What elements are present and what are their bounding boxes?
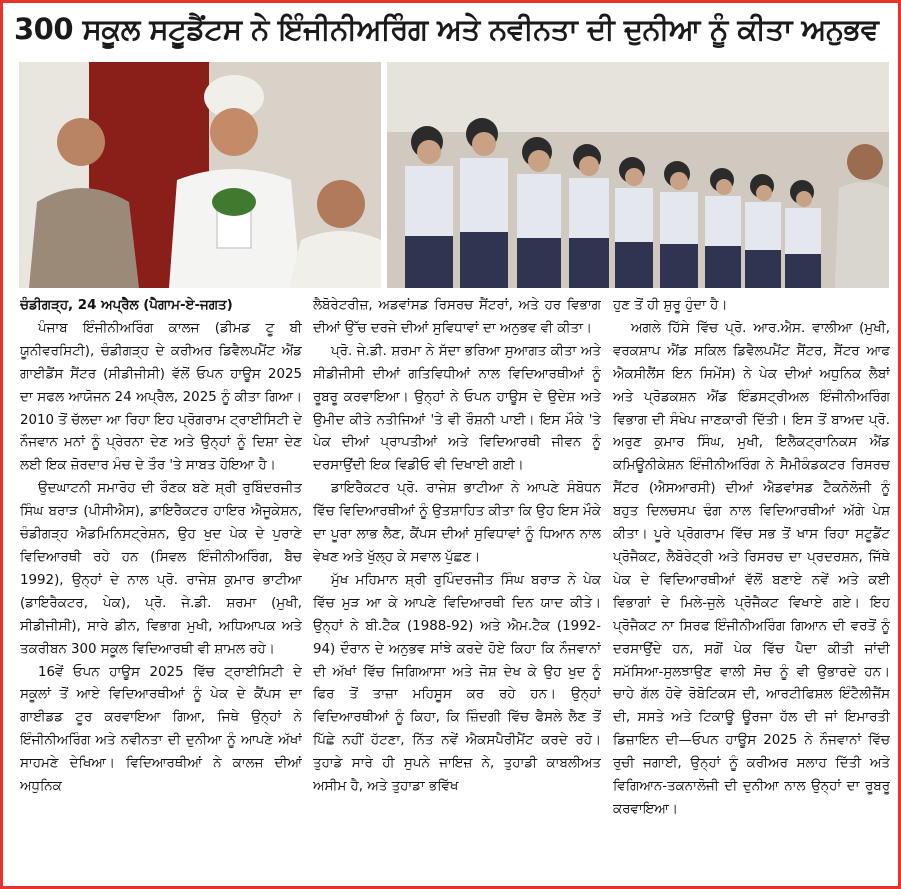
paragraph: ਹੁਣ ਤੋਂ ਹੀ ਸ਼ੁਰੂ ਹੁੰਦਾ ਹੈ। <box>613 298 728 313</box>
paragraph: ਡਾਇਰੈਕਟਰ ਪ੍ਰੋ. ਰਾਜੇਸ਼ ਭਾਟੀਆ ਨੇ ਆਪਣੇ ਸੰਬੋਧਨ ਵਿੱਚ ਵਿਦਿਆਰਥੀਆਂ ਨੂੰ ਉਤਸ਼ਾਹਿਤ ਕੀਤਾ ਕਿ ਉਹ ਇਸ ਮੌਕੇ ਦਾ ਪੂਰਾ ਲਾਭ ਲੈਣ, ਕੈਂਪਸ ਦੀਆਂ ਸੁਵਿਧਾਵਾਂ ਨੂੰ ਧਿਆਨ ਨਾਲ ਵੇਖਣ ਅਤੇ ਖੁੱਲ੍ਹ ਕੇ ਸਵਾਲ ਪੁੱਛਣ। <box>313 481 601 565</box>
article-column-3 <box>613 295 890 879</box>
article-column-2 <box>313 295 601 879</box>
paragraph: ਉਦਘਾਟਨੀ ਸਮਾਰੋਹ ਦੀ ਰੌਣਕ ਬਣੇ ਸ਼੍ਰੀ ਰੁਬਿੰਦਰਜੀਤ ਸਿੰਘ ਬਰਾੜ (ਪੀਸੀਐਸ), ਡਾਇਰੈਕਟਰ ਹਾਇਰ ਐਜੂਕੇਸ਼ਨ, ਚੰਡੀਗੜ੍ਹ ਐਡਮਿਨਿਸਟ੍ਰੇਸ਼ਨ, ਉਹ ਖੁਦ ਪੇਕ ਦੇ ਪੁਰਾਣੇ ਵਿਦਿਆਰਥੀ ਰਹੇ ਹਨ (ਸਿਵਲ ਇੰਜੀਨੀਅਰਿੰਗ, ਬੈਚ 1992), ਉਨ੍ਹਾਂ ਦੇ ਨਾਲ ਪ੍ਰੋ. ਰਾਜੇਸ਼ ਕੁਮਾਰ ਭਾਟੀਆ (ਡਾਇਰੈਕਟਰ, ਪੇਕ), ਪ੍ਰੋ. ਜੇ.ਡੀ. ਸ਼ਰਮਾ (ਮੁਖੀ, ਸੀਡੀਜੀਸੀ), ਸਾਰੇ ਡੀਨ, ਵਿਭਾਗ ਮੁਖੀ, ਅਧਿਆਪਕ ਅਤੇ ਤਕਰੀਬਨ 300 ਸਕੂਲ ਵਿਦਿਆਰਥੀ ਵੀ ਸ਼ਾਮਲ ਰਹੇ। <box>20 481 302 657</box>
dateline: ਚੰਡੀਗੜ੍ਹ, 24 ਅਪ੍ਰੈਲ (ਪੈਗਾਮ-ਏ-ਜਗਤ) <box>20 298 233 313</box>
photo-icon <box>387 62 889 288</box>
paragraph: ਲੈਬੋਰੇਟਰੀਜ਼, ਅਡਵਾਂਸਡ ਰਿਸਰਚ ਸੈਂਟਰਾਂ, ਅਤੇ ਹਰ ਵਿਭਾਗ ਦੀਆਂ ਉੱਚ ਦਰਜੇ ਦੀਆਂ ਸੁਵਿਧਾਵਾਂ ਦਾ ਅਨੁਭਵ ਵੀ ਕੀਤਾ। <box>313 298 601 336</box>
photo-students-group <box>387 62 889 288</box>
paragraph: ਮੁੱਖ ਮਹਿਮਾਨ ਸ਼੍ਰੀ ਰੁਪਿੰਦਰਜੀਤ ਸਿੰਘ ਬਰਾੜ ਨੇ ਪੇਕ ਵਿੱਚ ਮੁੜ ਆ ਕੇ ਆਪਣੇ ਵਿਦਿਆਰਥੀ ਦਿਨ ਯਾਦ ਕੀਤੇ। ਉਨ੍ਹਾਂ ਨੇ ਬੀ.ਟੈਕ (1988-92) ਅਤੇ ਐਮ.ਟੈਕ (1992-94) ਦੌਰਾਨ ਦੇ ਅਨੁਭਵ ਸਾਂਝੇ ਕਰਦੇ ਹੋਏ ਕਿਹਾ ਕਿ ਨੌਜਵਾਨਾਂ ਦੀ ਅੱਖਾਂ ਵਿੱਚ ਜਿਗਿਆਸਾ ਅਤੇ ਜੋਸ਼ ਦੇਖ ਕੇ ਉਹ ਖੁਦ ਨੂੰ ਫਿਰ ਤੋਂ ਤਾਜ਼ਾ ਮਹਿਸੂਸ ਕਰ ਰਹੇ ਹਨ। ਉਨ੍ਹਾਂ ਵਿਦਿਆਰਥੀਆਂ ਨੂੰ ਕਿਹਾ, ਕਿ ਜ਼ਿੰਦਗੀ ਵਿੱਚ ਫੈਸਲੇ ਲੈਣ ਤੋਂ ਪਿੱਛੇ ਨਹੀਂ ਹੱਟਣਾ, ਨਿੱਤ ਨਵੇਂ ਐਕਸਪੈਰੀਮੈਂਟ ਕਰਦੇ ਰਹੋ। ਤੁਹਾਡੇ ਸਾਰੇ ਹੀ ਸੁਪਨੇ ਜਾਇਜ਼ ਨੇ, ਤੁਹਾਡੀ ਕਾਬਲੀਅਤ ਅਸੀਮ ਹੈ, ਅਤੇ ਤੁਹਾਡਾ ਭਵਿੱਖ <box>313 572 601 795</box>
paragraph: ਅਗਲੇ ਹਿੱਸੇ ਵਿੱਚ ਪ੍ਰੋ. ਆਰ.ਐਸ. ਵਾਲੀਆ (ਮੁਖੀ, ਵਰਕਸ਼ਾਪ ਐਂਡ ਸਕਿਲ ਡਿਵੈਲਪਮੈਂਟ ਸੈਂਟਰ, ਸੈਂਟਰ ਆਫ ਐਕਸੀਲੈਂਸ ਇਨ ਸਿਮੇਂਸ) ਨੇ ਪੇਕ ਦੀਆਂ ਅਧੁਨਿਕ ਲੈਬਾਂ ਅਤੇ ਪ੍ਰੋਡਕਸ਼ਨ ਐਂਡ ਇੰਡਸਟ੍ਰੀਅਲ ਇੰਜੀਨੀਅਰਿੰਗ ਵਿਭਾਗ ਦੀ ਸੰਖੇਪ ਜਾਣਕਾਰੀ ਦਿੱਤੀ। ਇਸ ਤੋਂ ਬਾਅਦ ਪ੍ਰੋ. ਅਰੁਣ ਕੁਮਾਰ ਸਿੰਘ, ਮੁਖੀ, ਇਲੈਕਟ੍ਰਾਨਿਕਸ ਐਂਡ ਕਮਿਊਨੀਕੇਸ਼ਨ ਇੰਜੀਨੀਅਰਿੰਗ ਨੇ ਸੈਮੀਕੰਡਕਟਰ ਰਿਸਰਚ ਸੈਂਟਰ (ਐਸਆਰਸੀ) ਦੀਆਂ ਐਡਵਾਂਸਡ ਟੈਕਨੋਲੋਜੀ ਨੂੰ ਬਹੁਤ ਦਿਲਚਸਪ ਢੰਗ ਨਾਲ ਵਿਦਿਆਰਥੀਆਂ ਅੱਗੇ ਪੇਸ਼ ਕੀਤਾ। ਪੂਰੇ ਪ੍ਰੋਗਰਾਮ ਵਿੱਚ ਸਭ ਤੋਂ ਖਾਸ ਰਿਹਾ ਸਟੂਡੈਂਟ ਪ੍ਰੋਜੈਕਟ, ਲੈਬੋਰੇਟ੍ਰੀ ਅਤੇ ਰਿਸਰਚ ਦਾ ਪ੍ਰਦਰਸ਼ਨ, ਜਿੱਥੇ ਪੇਕ ਦੇ ਵਿਦਿਆਰਥੀਆਂ ਵੱਲੋਂ ਬਣਾਏ ਨਵੇਂ ਅਤੇ ਕਈ ਵਿਭਾਗਾਂ ਦੇ ਮਿਲੇ-ਜੁਲੇ ਪ੍ਰੋਜੈਕਟ ਵਿਖਾਏ ਗਏ। ਇਹ ਪ੍ਰੋਜੈਕਟ ਨਾ ਸਿਰਫ ਇੰਜੀਨੀਅਰਿੰਗ ਗਿਆਨ ਦੀ ਵਰਤੋਂ ਨੂੰ ਦਰਸਾਉਂਦੇ ਹਨ, ਸਗੋਂ ਪੇਕ ਵਿੱਚ ਪੈਦਾ ਕੀਤੀ ਜਾਂਦੀ ਸਮੱਸਿਆ-ਸੁਲਝਾਉਣ ਵਾਲੀ ਸੋਚ ਨੂੰ ਵੀ ਉਭਾਰਦੇ ਹਨ। ਚਾਹੇ ਗੱਲ ਹੋਵੇ ਰੋਬੋਟਿਕਸ ਦੀ, ਆਰਟੀਫਿਸ਼ਲ ਇੰਟੈਲੀਜੈਂਸ ਦੀ, ਸਸਤੇ ਅਤੇ ਟਿਕਾਊ ਊਰਜਾ ਹੱਲ ਦੀ ਜਾਂ ਇਮਾਰਤੀ ਡਿਜ਼ਾਇਨ ਦੀ—ਓਪਨ ਹਾਊਸ 2025 ਨੇ ਨੌਜਵਾਨਾਂ ਵਿੱਚ ਰੁਚੀ ਜਗਾਈ, ਉਨ੍ਹਾਂ ਨੂੰ ਕਰੀਅਰ ਸਲਾਹ ਦਿੱਤੀ ਅਤੇ ਵਿਗਿਆਨ-ਤਕਨਾਲੋਜੀ ਦੀ ਦੁਨੀਆ ਨਾਲ ਉਨ੍ਹਾਂ ਦਾ ਰੂਬਰੂ ਕਰਵਾਇਆ। <box>613 320 890 817</box>
photo-icon <box>19 62 381 288</box>
paragraph: 16ਵੇਂ ਓਪਨ ਹਾਊਸ 2025 ਵਿੱਚ ਟ੍ਰਾਈਸਿਟੀ ਦੇ ਸਕੂਲਾਂ ਤੋਂ ਆਏ ਵਿਦਿਆਰਥੀਆਂ ਨੂੰ ਪੇਕ ਦੇ ਕੈਂਪਸ ਦਾ ਗਾਈਡਡ ਟੂਰ ਕਰਵਾਇਆ ਗਿਆ, ਜਿਥੇ ਉਨ੍ਹਾਂ ਨੇ ਇੰਜੀਨੀਅਰਿੰਗ ਅਤੇ ਨਵੀਨਤਾ ਦੀ ਦੁਨੀਆ ਨੂੰ ਆਪਣੇ ਅੱਖਾਂ ਸਾਹਮਣੇ ਦੇਖਿਆ। ਵਿਦਿਆਰਥੀਆਂ ਨੇ ਕਾਲਜ ਦੀਆਂ ਅਧੁਨਿਕ <box>20 664 302 795</box>
photo-guests-plant-presentation <box>19 62 381 288</box>
headline: 300 ਸਕੂਲ ਸਟੂਡੈਂਟਸ ਨੇ ਇੰਜੀਨੀਅਰਿੰਗ ਅਤੇ ਨਵੀਨਤਾ ਦੀ ਦੁਨੀਆ ਨੂੰ ਕੀਤਾ ਅਨੁਭਵ <box>14 12 879 46</box>
paragraph: ਪੰਜਾਬ ਇੰਜੀਨੀਅਰਿੰਗ ਕਾਲਜ (ਡੀਮਡ ਟੂ ਬੀ ਯੂਨੀਵਰਸਿਟੀ), ਚੰਡੀਗੜ੍ਹ ਦੇ ਕਰੀਅਰ ਡਿਵੈਲਪਮੈਂਟ ਐਂਡ ਗਾਈਡੈਂਸ ਸੈਂਟਰ (ਸੀਡੀਜੀਸੀ) ਵੱਲੋਂ ਓਪਨ ਹਾਊਸ 2025 ਦਾ ਸਫਲ ਆਯੋਜਨ 24 ਅਪ੍ਰੈਲ, 2025 ਨੂੰ ਕੀਤਾ ਗਿਆ। 2010 ਤੋਂ ਚੱਲਦਾ ਆ ਰਿਹਾ ਇਹ ਪ੍ਰੋਗਰਾਮ ਟ੍ਰਾਈਸਿਟੀ ਦੇ ਨੌਜਵਾਨ ਮਨਾਂ ਨੂੰ ਪ੍ਰੇਰਨਾ ਦੇਣ ਅਤੇ ਉਨ੍ਹਾਂ ਨੂੰ ਦਿਸ਼ਾ ਦੇਣ ਲਈ ਇਕ ਜ਼ੋਰਦਾਰ ਮੰਚ ਦੇ ਤੌਰ 'ਤੇ ਸਾਬਤ ਹੋਇਆ ਹੈ। <box>20 320 302 474</box>
article-column-1 <box>20 295 302 879</box>
paragraph: ਪ੍ਰੋ. ਜੇ.ਡੀ. ਸ਼ਰਮਾ ਨੇ ਸੱਦਾ ਭਰਿਆ ਸੁਆਗਤ ਕੀਤਾ ਅਤੇ ਸੀਡੀਜੀਸੀ ਦੀਆਂ ਗਤਿਵਿਧੀਆਂ ਨਾਲ ਵਿਦਿਆਰਥੀਆਂ ਨੂੰ ਰੂਬਰੂ ਕਰਵਾਇਆ। ਉਨ੍ਹਾਂ ਨੇ ਓਪਨ ਹਾਊਸ ਦੇ ਉਦੇਸ਼ ਅਤੇ ਉਮੀਦ ਕੀਤੇ ਨਤੀਜਿਆਂ 'ਤੇ ਵੀ ਰੌਸ਼ਨੀ ਪਾਈ। ਇਸ ਮੌਕੇ 'ਤੇ ਪੇਕ ਦੀਆਂ ਪ੍ਰਾਪਤੀਆਂ ਅਤੇ ਵਿਦਿਆਰਥੀ ਜੀਵਨ ਨੂੰ ਦਰਸਾਉਂਦੀ ਇਕ ਵਿਡੀਓ ਵੀ ਦਿਖਾਈ ਗਈ। <box>313 343 601 474</box>
